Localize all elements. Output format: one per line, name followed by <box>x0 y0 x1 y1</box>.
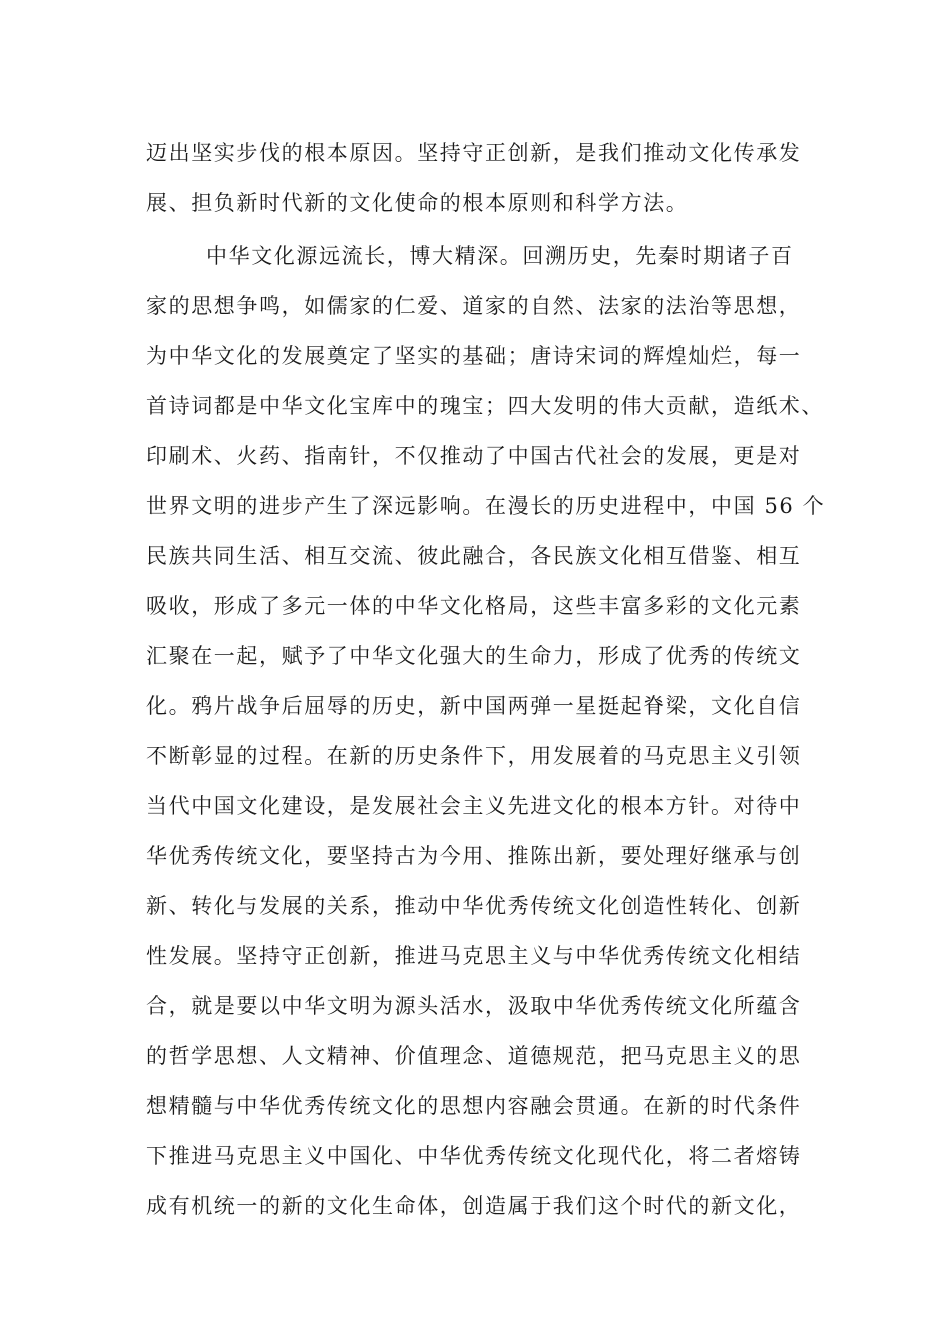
text-line: 民族共同生活、相互交流、彼此融合，各民族文化相互借鉴、相互 <box>146 544 802 568</box>
text-line: 化。鸦片战争后屈辱的历史，新中国两弹一星挺起脊梁，文化自信 <box>146 694 802 718</box>
text-line: 成有机统一的新的文化生命体，创造属于我们这个时代的新文化， <box>146 1194 802 1218</box>
paragraph-2 <box>146 231 826 1231</box>
text-line: 吸收，形成了多元一体的中华文化格局，这些丰富多彩的文化元素 <box>146 594 802 618</box>
paragraph-1 <box>146 128 826 228</box>
text-line: 印刷术、火药、指南针，不仅推动了中国古代社会的发展，更是对 <box>146 444 802 468</box>
text-line: 迈出坚实步伐的根本原因。坚持守正创新，是我们推动文化传承发 <box>146 141 802 165</box>
text-line: 汇聚在一起，赋予了中华文化强大的生命力，形成了优秀的传统文 <box>146 644 802 668</box>
text-line: 世界文明的进步产生了深远影响。在漫长的历史进程中，中国 56 个 <box>146 494 826 518</box>
text-line: 当代中国文化建设，是发展社会主义先进文化的根本方针。对待中 <box>146 794 802 818</box>
text-line: 想精髓与中华优秀传统文化的思想内容融会贯通。在新的时代条件 <box>146 1094 802 1118</box>
text-line: 的哲学思想、人文精神、价值理念、道德规范，把马克思主义的思 <box>146 1044 802 1068</box>
text-line: 家的思想争鸣，如儒家的仁爱、道家的自然、法家的法治等思想， <box>146 294 802 318</box>
text-line: 首诗词都是中华文化宝库中的瑰宝；四大发明的伟大贡献，造纸术、 <box>146 394 824 418</box>
text-line: 新、转化与发展的关系，推动中华优秀传统文化创造性转化、创新 <box>146 894 802 918</box>
text-line: 华优秀传统文化，要坚持古为今用、推陈出新，要处理好继承与创 <box>146 844 802 868</box>
text-line: 合，就是要以中华文明为源头活水，汲取中华优秀传统文化所蕴含 <box>146 994 802 1018</box>
text-line: 为中华文化的发展奠定了坚实的基础；唐诗宋词的辉煌灿烂，每一 <box>146 344 802 368</box>
text-line: 展、担负新时代新的文化使命的根本原则和科学方法。 <box>146 191 689 215</box>
text-line: 下推进马克思主义中国化、中华优秀传统文化现代化，将二者熔铸 <box>146 1144 802 1168</box>
body-text <box>146 128 826 1231</box>
text-line: 性发展。坚持守正创新，推进马克思主义与中华优秀传统文化相结 <box>146 944 802 968</box>
text-line: 中华文化源远流长，博大精深。回溯历史，先秦时期诸子百 <box>206 244 794 268</box>
text-line: 不断彰显的过程。在新的历史条件下，用发展着的马克思主义引领 <box>146 744 802 768</box>
